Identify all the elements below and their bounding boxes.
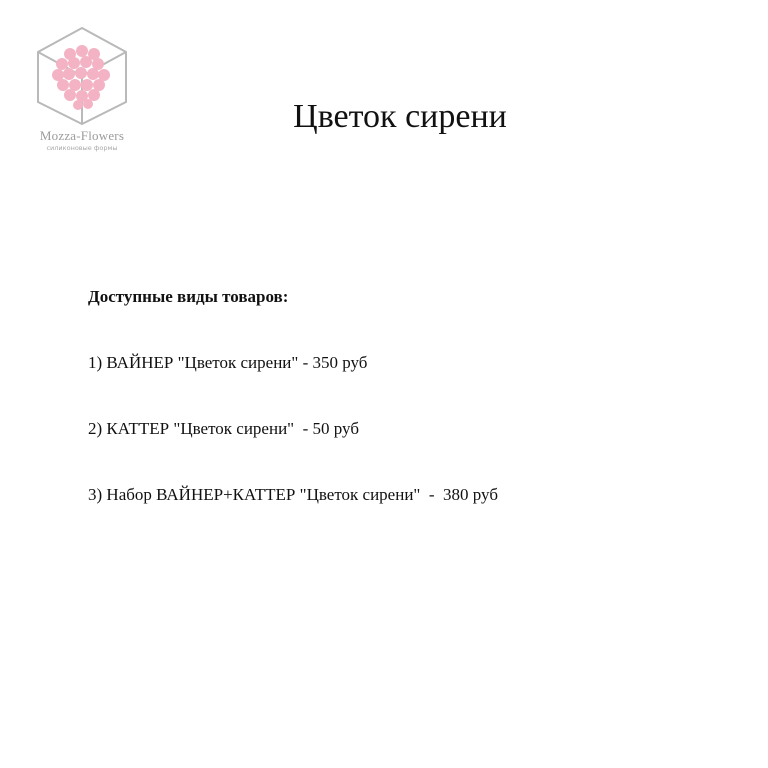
- product-item: 3) Набор ВАЙНЕР+КАТТЕР "Цветок сирени" - 380 руб: [88, 485, 498, 504]
- product-list-heading: Доступные виды товаров:: [88, 287, 289, 306]
- logo-name: Mozza-Flowers: [39, 128, 125, 143]
- product-item: 1) ВАЙНЕР "Цветок сирени" - 350 руб: [88, 353, 368, 372]
- product-list: [88, 287, 688, 551]
- product-item: 2) КАТТЕР "Цветок сирени" - 50 руб: [88, 419, 359, 438]
- cube-flower-icon: [28, 24, 136, 128]
- brand-logo: [28, 24, 136, 156]
- logo-tagline: силиконовые формы: [46, 144, 118, 152]
- page-title: Цветок сирени: [293, 98, 507, 135]
